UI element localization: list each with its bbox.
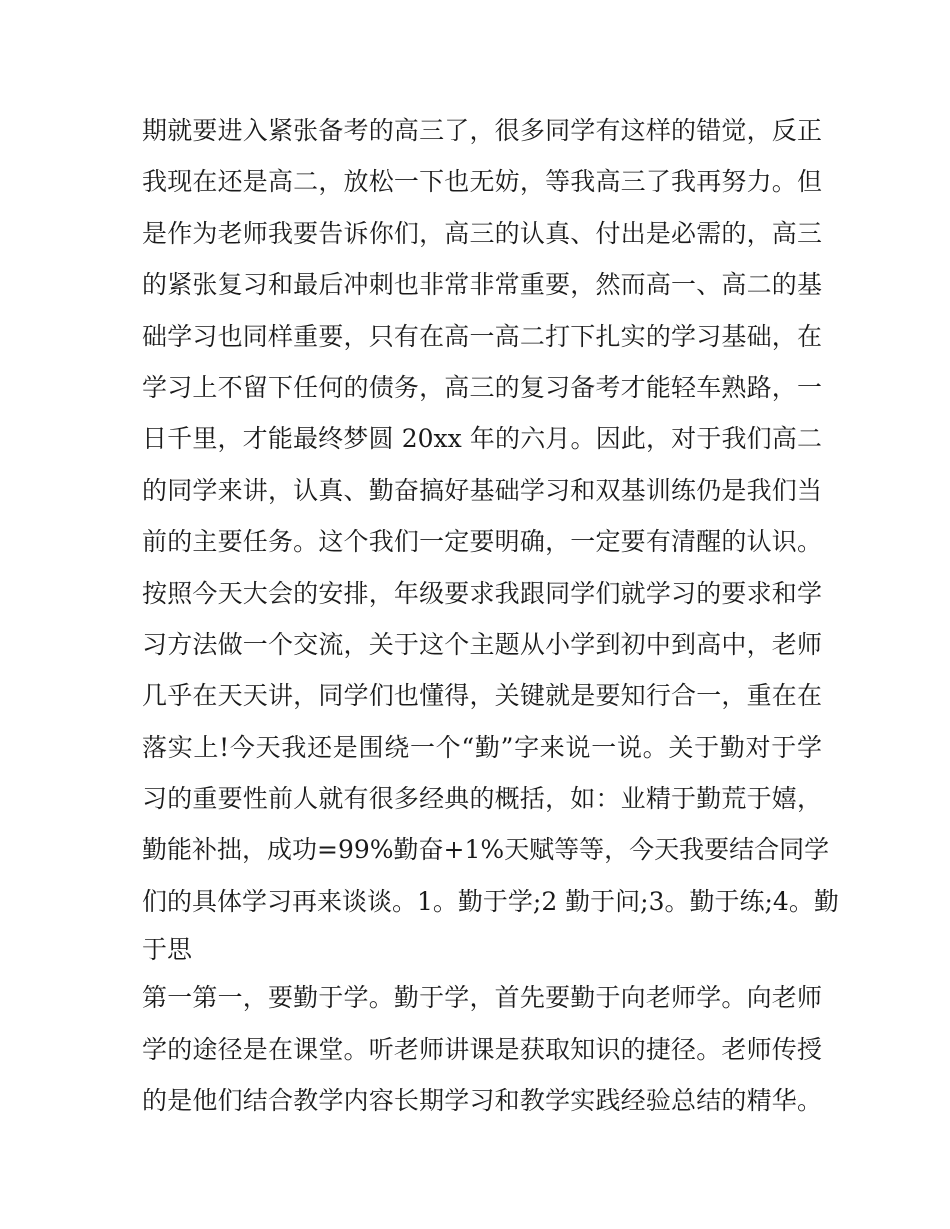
text-line: 日千里，才能最终梦圆 20xx 年的六月。因此，对于我们高二 bbox=[142, 424, 822, 454]
text-line: 的是他们结合教学内容长期学习和教学实践经验总结的精华。 bbox=[142, 1086, 822, 1116]
text-line: 勤能补拙，成功=99%勤奋+1%天赋等等，今天我要结合同学 bbox=[142, 835, 830, 865]
text-line: 的紧张复习和最后冲刺也非常非常重要，然而高一、高二的基 bbox=[142, 270, 822, 300]
text-line: 学习上不留下任何的债务，高三的复习备考才能轻车熟路，一 bbox=[142, 372, 822, 402]
body-text bbox=[142, 105, 839, 1126]
text-line: 的同学来讲，认真、勤奋搞好基础学习和双基训练仍是我们当 bbox=[142, 475, 822, 505]
text-line: 期就要进入紧张备考的高三了，很多同学有这样的错觉，反正 bbox=[142, 116, 822, 145]
text-line: 第一第一，要勤于学。勤于学，首先要勤于向老师学。向老师 bbox=[142, 983, 822, 1013]
text-line: 是作为老师我要告诉你们，高三的认真、付出是必需的，高三 bbox=[142, 218, 822, 248]
text-line: 学的途径是在课堂。听老师讲课是获取知识的捷径。老师传授 bbox=[142, 1034, 822, 1064]
text-line: 习的重要性前人就有很多经典的概括，如：业精于勤荒于嬉， bbox=[142, 784, 822, 814]
text-line: 于思 bbox=[142, 935, 193, 965]
text-line: 几乎在天天讲，同学们也懂得，关键就是要知行合一，重在在 bbox=[142, 681, 822, 711]
text-line: 按照今天大会的安排，年级要求我跟同学们就学习的要求和学 bbox=[142, 578, 822, 608]
text-line: 习方法做一个交流，关于这个主题从小学到初中到高中，老师 bbox=[142, 629, 822, 659]
text-line: 础学习也同样重要，只有在高一高二打下扎实的学习基础，在 bbox=[142, 321, 822, 351]
text-line: 落实上!今天我还是围绕一个“勤”字来说一说。关于勤对于学 bbox=[142, 732, 822, 762]
text-line: 前的主要任务。这个我们一定要明确，一定要有清醒的认识。 bbox=[142, 527, 822, 557]
text-line: 我现在还是高二，放松一下也无妨，等我高三了我再努力。但 bbox=[142, 167, 822, 197]
text-line: 们的具体学习再来谈谈。1。勤于学;2 勤于问;3。勤于练;4。勤 bbox=[142, 886, 839, 916]
